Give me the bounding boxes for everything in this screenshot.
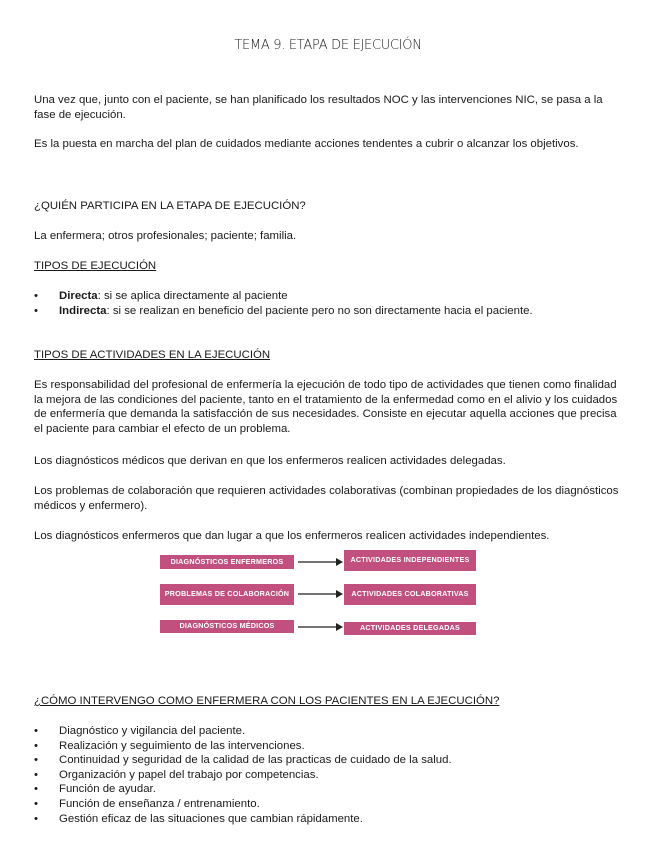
list-item: • Función de enseñanza / entrenamiento.	[34, 797, 634, 812]
intro-paragraph-1: Una vez que, junto con el paciente, se han planificado los resultados NOC y las intervenciones NIC, se pasa a la fase de ejecución.	[34, 94, 603, 121]
list-item-desc: : si se realizan en beneficio del paciente pero no son directamente hacia el paciente.	[106, 304, 533, 317]
quien-text: La enfermera; otros profesionales; paciente; familia.	[34, 230, 297, 242]
intro-paragraph-2: Es la puesta en marcha del plan de cuidados mediante acciones tendentes a cubrir o alcanzar los objetivos.	[34, 138, 579, 150]
section-heading-actividades: TIPOS DE ACTIVIDADES EN LA EJECUCIÓN	[34, 349, 271, 361]
diagram-box-problemas-colaboracion: PROBLEMAS DE COLABORACIÓN	[160, 584, 294, 605]
diagram-box-diagnosticos-medicos: DIAGNÓSTICOS MÉDICOS	[160, 620, 294, 633]
diagram-box-actividades-independientes: ACTIVIDADES INDEPENDIENTES	[344, 550, 476, 571]
arrow-right-icon	[298, 588, 344, 600]
actividades-paragraph-3: Los problemas de colaboración que requieren actividades colaborativas (combinan propiedades de los diagnósticos médicos y enfermero).	[34, 485, 619, 512]
section-heading-quien: ¿QUIÉN PARTICIPA EN LA ETAPA DE EJECUCIÓN?	[34, 200, 306, 212]
section-heading-como: ¿CÓMO INTERVENGO COMO ENFERMERA CON LOS PACIENTES EN LA EJECUCIÓN?	[34, 695, 500, 707]
list-item: • Continuidad y seguridad de la calidad de las practicas de cuidado de la salud.	[34, 753, 634, 768]
list-item	[34, 289, 634, 304]
diagram-box-diagnosticos-enfermeros: DIAGNÓSTICOS ENFERMEROS	[160, 555, 294, 569]
list-item-term: Directa	[59, 290, 98, 302]
tipos-list	[34, 289, 634, 318]
actividades-paragraph-4: Los diagnósticos enfermeros que dan lugar a que los enfermeros realicen actividades independientes.	[34, 530, 550, 542]
list-item	[34, 304, 634, 319]
list-item: • Organización y papel del trabajo por competencias.	[34, 768, 634, 783]
section-heading-tipos: TIPOS DE EJECUCIÓN	[34, 260, 157, 272]
actividades-paragraph-1: Es responsabilidad del profesional de enfermería la ejecución de todo tipo de actividades que tienen como finalidad la mejora de las condiciones del paciente, tanto en el tratamiento de la enfermedad como en el alivio y los cuidados de enfermería que demanda la satisfacción de sus necesidades. Consiste en ejecutar aquella acciones que precisa el paciente para cambiar el efecto de un problema.	[34, 379, 618, 435]
arrow-right-icon	[298, 621, 344, 633]
list-item: • Función de ayudar.	[34, 782, 634, 797]
list-item-term: Indirecta	[59, 304, 107, 317]
arrow-right-icon	[298, 556, 344, 568]
list-item-desc: : si se aplica directamente al paciente	[97, 290, 288, 302]
list-item: • Realización y seguimiento de las intervenciones.	[34, 739, 634, 754]
page-title: TEMA 9. ETAPA DE EJECUCIÓN	[234, 38, 422, 53]
list-item: • Gestión eficaz de las situaciones que cambian rápidamente.	[34, 812, 634, 827]
diagram-box-actividades-delegadas: ACTIVIDADES DELEGADAS	[344, 622, 476, 635]
actividades-paragraph-2: Los diagnósticos médicos que derivan en que los enfermeros realicen actividades delegadas.	[34, 455, 506, 467]
como-list	[34, 724, 634, 826]
activities-diagram	[160, 550, 480, 640]
diagram-box-actividades-colaborativas: ACTIVIDADES COLABORATIVAS	[344, 584, 476, 605]
list-item: • Diagnóstico y vigilancia del paciente.	[34, 724, 634, 739]
